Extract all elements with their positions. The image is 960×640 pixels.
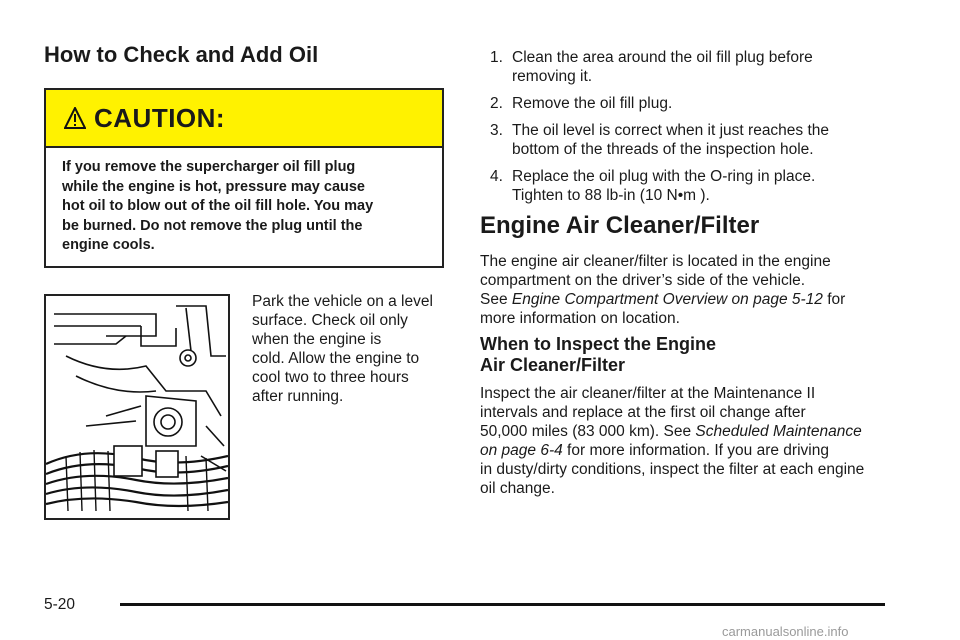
subheading-line: When to Inspect the Engine bbox=[480, 334, 717, 354]
step-text bbox=[512, 94, 672, 113]
park-line: cold. Allow the engine to bbox=[252, 350, 420, 367]
step-text bbox=[512, 167, 815, 205]
caution-line: hot oil to blow out of the oil fill hole. You may bbox=[62, 198, 374, 214]
oil-steps-list bbox=[490, 48, 910, 213]
step-line: Remove the oil fill plug. bbox=[512, 95, 673, 112]
park-instructions bbox=[252, 292, 452, 406]
step-line: Tighten to 88 lb-in (10 N•m ). bbox=[512, 187, 710, 204]
engine-illustration bbox=[44, 294, 230, 520]
step-line: bottom of the threads of the inspection hole. bbox=[512, 141, 814, 158]
step-number: 4. bbox=[490, 168, 503, 185]
step-line: removing it. bbox=[512, 68, 593, 85]
park-line: surface. Check oil only bbox=[252, 312, 408, 329]
step-line: Clean the area around the oil fill plug before bbox=[512, 49, 813, 66]
caution-line: If you remove the supercharger oil fill plug bbox=[62, 159, 356, 175]
park-line: Park the vehicle on a level bbox=[252, 293, 433, 310]
inspect-line: for more information. If you are driving bbox=[562, 442, 829, 459]
step-number: 1. bbox=[490, 49, 503, 66]
park-line: after running. bbox=[252, 388, 344, 405]
step-number: 2. bbox=[490, 95, 503, 112]
caution-line: be burned. Do not remove the plug until the bbox=[62, 217, 363, 234]
caution-line: engine cools. bbox=[62, 237, 155, 253]
step-text bbox=[512, 48, 813, 86]
subheading-line: Air Cleaner/Filter bbox=[480, 355, 626, 375]
section-heading-check-oil: How to Check and Add Oil bbox=[44, 42, 319, 67]
step-number: 3. bbox=[490, 122, 503, 139]
caution-text bbox=[46, 148, 442, 256]
watermark-text: carmanualsonline.info bbox=[722, 624, 849, 639]
caution-line: while the engine is hot, pressure may cause bbox=[62, 178, 365, 195]
engine-drawing bbox=[46, 296, 228, 518]
list-item bbox=[490, 48, 910, 86]
page-number: 5-20 bbox=[44, 596, 76, 613]
inspect-line: oil change. bbox=[480, 480, 555, 497]
air-see: See bbox=[480, 291, 512, 308]
park-line: when the engine is bbox=[252, 331, 382, 348]
list-item bbox=[490, 167, 910, 205]
air-cleaner-paragraph bbox=[480, 252, 900, 328]
page-reference[interactable]: Engine Compartment Overview on page 5-12 bbox=[511, 291, 823, 308]
caution-label: CAUTION: bbox=[94, 102, 226, 133]
page-reference[interactable]: Scheduled Maintenance bbox=[695, 423, 862, 440]
step-line: The oil level is correct when it just reaches the bbox=[512, 122, 830, 139]
list-item bbox=[490, 94, 910, 113]
inspect-line: Inspect the air cleaner/filter at the Maintenance II bbox=[480, 385, 816, 402]
footer-rule bbox=[120, 603, 885, 606]
air-line: compartment on the driver’s side of the vehicle. bbox=[480, 272, 806, 289]
air-line: for bbox=[822, 291, 846, 308]
air-line: The engine air cleaner/filter is located in the engine bbox=[480, 253, 831, 270]
section-heading-air-cleaner: Engine Air Cleaner/Filter bbox=[480, 212, 760, 239]
caution-header bbox=[46, 90, 442, 148]
warning-icon bbox=[64, 107, 86, 129]
park-line: cool two to three hours bbox=[252, 369, 409, 386]
inspect-line: 50,000 miles (83 000 km). See bbox=[480, 423, 696, 440]
step-text bbox=[512, 121, 829, 159]
inspect-line: in dusty/dirty conditions, inspect the filter at each engine bbox=[480, 461, 865, 478]
list-item bbox=[490, 121, 910, 159]
inspect-line: intervals and replace at the first oil change after bbox=[480, 404, 806, 421]
inspect-paragraph bbox=[480, 384, 900, 498]
caution-box bbox=[44, 88, 444, 268]
subheading-inspect bbox=[480, 334, 880, 376]
page-reference[interactable]: on page 6-4 bbox=[480, 442, 563, 459]
air-line: more information on location. bbox=[480, 310, 680, 327]
step-line: Replace the oil plug with the O-ring in place. bbox=[512, 168, 816, 185]
